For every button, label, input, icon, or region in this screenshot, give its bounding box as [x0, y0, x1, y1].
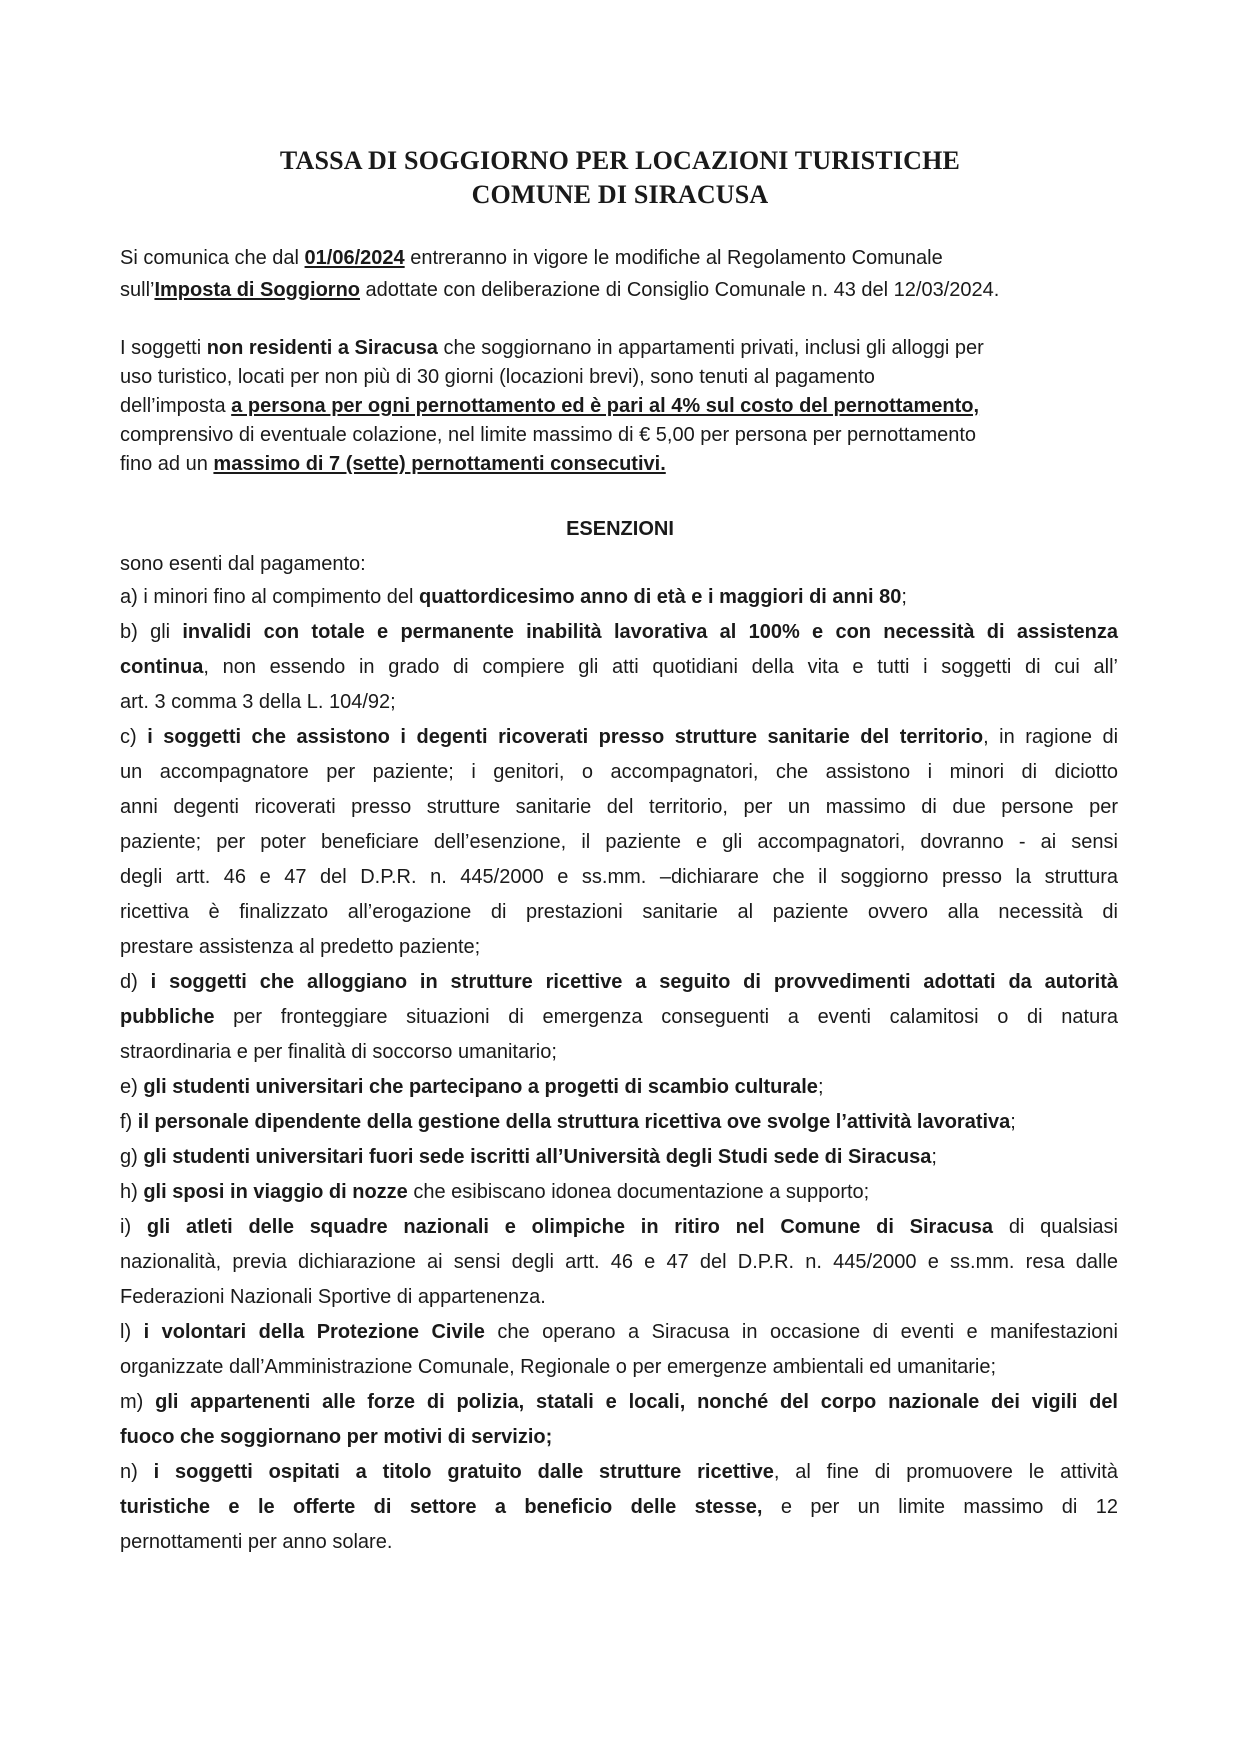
max-nights: massimo di 7 (sette) pernottamenti consecutivi.: [213, 453, 666, 475]
exemption-item-l: l) i volontari della Protezione Civile che operano a Siracusa in occasione di eventi e manifestazioni organizzate dall’Amministrazione Comunale, Regionale o per emergenze ambientali ed umanitarie;: [120, 1321, 1118, 1378]
exemption-item-e: e) gli studenti universitari che partecipano a progetti di scambio culturale;: [120, 1076, 824, 1098]
exemption-item-d: d) i soggetti che alloggiano in strutture ricettive a seguito di provvedimenti adottati da autorità pubbliche per fronteggiare situazioni di emergenza conseguenti a eventi calamitosi o di natura straordinaria e per finalità di soccorso umanitario;: [120, 971, 1119, 1063]
exemptions-lead: sono esenti dal pagamento:: [120, 553, 366, 575]
document-subtitle: COMUNE DI SIRACUSA: [471, 180, 769, 209]
tax-name: Imposta di Soggiorno: [154, 279, 360, 301]
exemption-item-b: b) gli invalidi con totale e permanente inabilità lavorativa al 100% e con necessità di assistenza continua, non essendo in grado di compiere gli atti quotidiani della vita e tutti i soggetti di cui all’ art. 3 comma 3 della L. 104/92;: [120, 621, 1118, 713]
exemption-item-c: c) i soggetti che assistono i degenti ricoverati presso strutture sanitarie del territorio, in ragione di un accompagnatore per paziente; i genitori, o accompagnatori, che assistono i minori di diciotto anni degenti ricoverati presso strutture sanitarie del territorio, per un massimo di due persone per paziente; per poter beneficiare dell’esenzione, il paziente e gli accompagnatori, dovranno - ai sensi degli artt. 46 e 47 del D.P.R. n. 445/2000 e ss.mm. –dichiarare che il soggiorno presso la struttura ricettiva è finalizzato all’erogazione di prestazioni sanitarie al paziente ovvero alla necessità di prestare assistenza al predetto paziente;: [120, 726, 1119, 958]
exemptions-list: [120, 580, 1118, 1560]
exemption-item-g: g) gli studenti universitari fuori sede iscritti all’Università degli Studi sede di Siracusa;: [120, 1146, 937, 1168]
exemptions-heading: ESENZIONI: [566, 518, 674, 540]
subjects-paragraph: I soggetti non residenti a Siracusa che soggiornano in appartamenti privati, inclusi gli alloggi per uso turistico, locati per non più di 30 giorni (locazioni brevi), sono tenuti al pagamento dell’imposta a persona per ogni pernottamento ed è pari al 4% sul costo del pernottamento, comprensivo di eventuale colazione, nel limite massimo di € 5,00 per persona per pernottamento fino ad un massimo di 7 (sette) pernottamenti consecutivi.: [120, 337, 984, 475]
exemption-item-m: m) gli appartenenti alle forze di polizia, statali e locali, nonché del corpo nazionale dei vigili del fuoco che soggiornano per motivi di servizio;: [120, 1391, 1118, 1448]
document-title: TASSA DI SOGGIORNO PER LOCAZIONI TURISTICHE: [279, 146, 961, 175]
effective-date: 01/06/2024: [304, 247, 405, 269]
exemption-item-h: h) gli sposi in viaggio di nozze che esibiscano idonea documentazione a supporto;: [120, 1181, 870, 1203]
exemption-item-f: f) il personale dipendente della gestione della struttura ricettiva ove svolge l’attività lavorativa;: [120, 1111, 1016, 1133]
tax-rate: a persona per ogni pernottamento ed è pari al 4% sul costo del pernottamento,: [231, 395, 980, 417]
exemption-item-i: i) gli atleti delle squadre nazionali e olimpiche in ritiro nel Comune di Siracusa di qualsiasi nazionalità, previa dichiarazione ai sensi degli artt. 46 e 47 del D.P.R. n. 445/2000 e ss.mm. resa dalle Federazioni Nazionali Sportive di appartenenza.: [120, 1216, 1118, 1308]
exemption-item-n: n) i soggetti ospitati a titolo gratuito dalle strutture ricettive, al fine di promuovere le attività turistiche e le offerte di settore a beneficio delle stesse, e per un limite massimo di 12 pernottamenti per anno solare.: [120, 1461, 1118, 1553]
exemption-item-a: a) i minori fino al compimento del quattordicesimo anno di età e i maggiori di anni 80;: [120, 586, 907, 608]
intro-paragraph: Si comunica che dal 01/06/2024 entreranno in vigore le modifiche al Regolamento Comunale sull’Imposta di Soggiorno adottate con deliberazione di Consiglio Comunale n. 43 del 12/03/2024.: [120, 247, 1000, 301]
